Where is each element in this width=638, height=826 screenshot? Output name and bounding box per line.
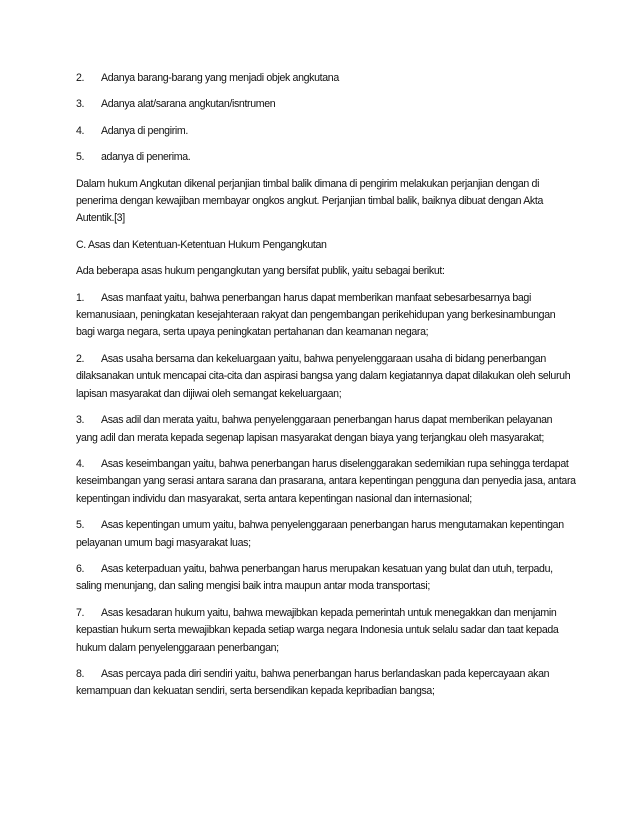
list-item-text: Adanya di pengirim.	[101, 124, 188, 137]
principle-text: Asas adil dan merata yaitu, bahwa penyelenggaraan penerbangan harus dapat memberikan pelayanan yang adil dan merata kepada segenap lapisan masyarakat dengan biaya yang terjangkau oleh masyarakat;	[76, 414, 553, 444]
principle-item	[76, 412, 576, 447]
principle-item	[76, 290, 576, 342]
list-item	[76, 96, 576, 113]
list-item-number: 2.	[76, 72, 85, 84]
document-page	[76, 70, 576, 710]
list-item-number: 3.	[76, 98, 85, 111]
section-heading	[76, 237, 576, 254]
paragraph-perjanjian: Dalam hukum Angkutan dikenal perjanjian timbal balik dimana di pengirim melakukan perjanjian dengan di penerima dengan kewajiban membayar ongkos angkut. Perjanjian timbal balik, baiknya dibuat dengan Akta Autentik.[3]	[76, 177, 543, 225]
list-item-number: 4.	[76, 124, 85, 137]
section-heading-text: Asas dan Ketentuan-Ketentuan Hukum Pengangkutan	[88, 238, 327, 251]
principle-item	[76, 517, 576, 552]
section-heading-number: C.	[76, 238, 86, 251]
principle-item	[76, 605, 576, 657]
list-item-text: Adanya barang-barang yang menjadi objek angkutana	[101, 72, 339, 84]
principle-number: 1.	[76, 291, 85, 304]
principle-text: Asas percaya pada diri sendiri yaitu, bahwa penerbangan harus berlandaskan pada kepercayaan akan kemampuan dan kekuatan sendiri, serta bersendikan kepada kepribadian bangsa;	[76, 667, 550, 698]
principle-text: Asas keterpaduan yaitu, bahwa penerbangan harus merupakan kesatuan yang bulat dan utuh, terpadu, saling menunjang, dan saling mengisi baik intra maupun antar moda transportasi;	[76, 562, 553, 593]
principle-number: 6.	[76, 562, 85, 575]
principle-text: Asas usaha bersama dan kekeluargaan yaitu, bahwa penyelenggaraan usaha di bidang penerbangan dilaksanakan untuk mencapai cita-cita dan aspirasi bangsa yang dalam kegiatannya dapat dilakukan oleh seluruh lapisan masyarakat dan dijiwai oleh semangat kekeluargaan;	[76, 352, 571, 400]
list-item-text: Adanya alat/sarana angkutan/isntrumen	[101, 98, 276, 111]
principle-number: 7.	[76, 606, 85, 619]
list-item	[76, 149, 576, 166]
principles-list	[76, 290, 576, 701]
intro-list	[76, 70, 576, 167]
list-item	[76, 123, 576, 140]
principle-text: Asas kesadaran hukum yaitu, bahwa mewajibkan kepada pemerintah untuk menegakkan dan menjamin kepastian hukum serta mewajibkan kepada setiap warga negara Indonesia untuk selalu sadar dan taat kepada hukum dalam penyelenggaraan penerbangan;	[76, 606, 559, 654]
principle-number: 4.	[76, 457, 85, 470]
principle-item	[76, 666, 576, 701]
principle-item	[76, 351, 576, 403]
principle-text: Asas keseimbangan yaitu, bahwa penerbangan harus diselenggarakan sedemikian rupa sehingga terdapat keseimbangan yang serasi antara sarana dan prasarana, antara kepentingan pengguna dan penyedia jasa, antara kepentingan individu dan masyarakat, serta antara kepentingan nasional dan internasional;	[76, 457, 576, 505]
principle-item	[76, 456, 576, 508]
principle-text: Asas kepentingan umum yaitu, bahwa penyelenggaraan penerbangan harus mengutamakan kepentingan pelayanan umum bagi masyarakat luas;	[76, 519, 564, 549]
list-item	[76, 70, 576, 87]
principle-number: 2.	[76, 352, 85, 365]
list-item-text: adanya di penerima.	[101, 151, 191, 164]
principle-number: 8.	[76, 667, 85, 680]
principle-number: 5.	[76, 519, 85, 532]
paragraph-asas-intro: Ada beberapa asas hukum pengangkutan yang bersifat publik, yaitu sebagai berikut:	[76, 265, 445, 278]
principle-text: Asas manfaat yaitu, bahwa penerbangan harus dapat memberikan manfaat sebesarbesarnya bagi kemanusiaan, peningkatan kesejahteraan rakyat dan pengembangan perikehidupan yang berkesinambungan bagi warga negara, serta upaya peningkatan pertahanan dan keamanan negara;	[76, 291, 556, 339]
principle-number: 3.	[76, 414, 85, 427]
list-item-number: 5.	[76, 151, 85, 164]
principle-item	[76, 561, 576, 596]
